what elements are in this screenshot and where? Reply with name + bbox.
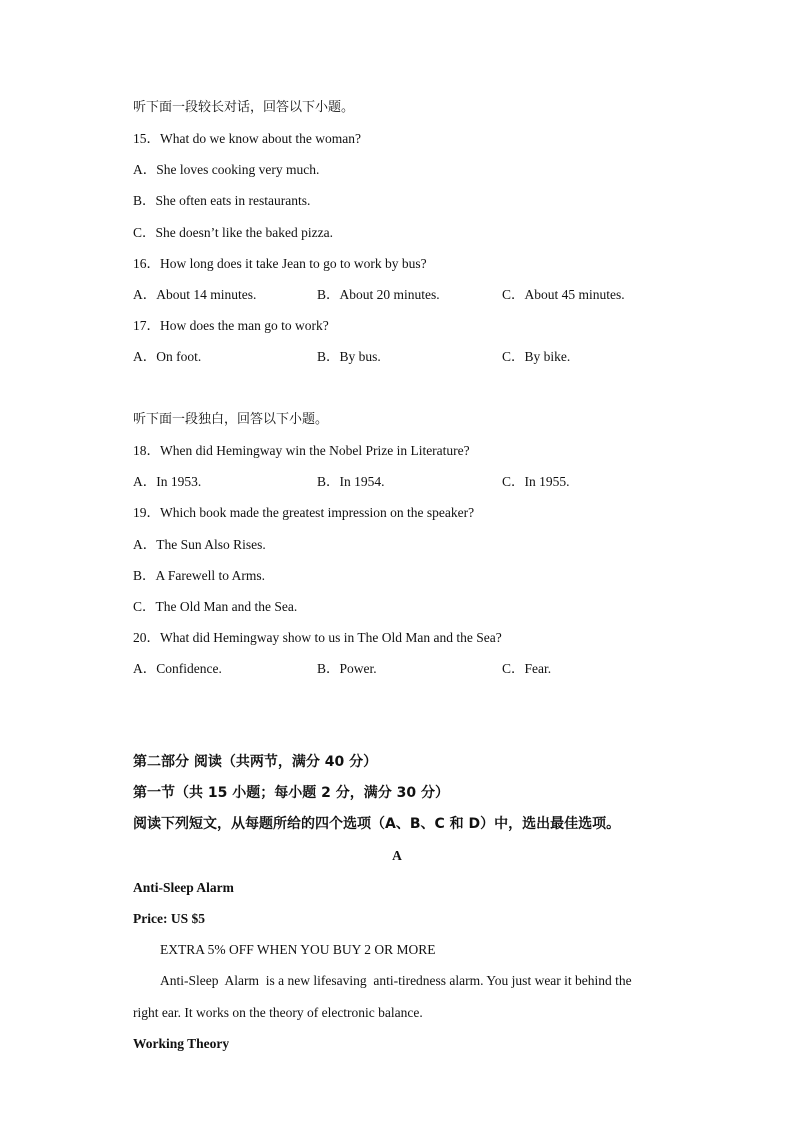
section-one-title: 第一节（共 15 小题；每小题 2 分，满分 30 分） — [133, 785, 449, 801]
question-18-option-c: C．In 1955. — [502, 474, 570, 489]
part-two-title: 第二部分 阅读（共两节，满分 40 分） — [133, 754, 378, 770]
question-18-option-a: A．In 1953. — [133, 474, 202, 489]
question-17-option-a: A．On foot. — [133, 349, 202, 364]
question-18-stem: 18．When did Hemingway win the Nobel Prize in Literature? — [133, 443, 470, 458]
passage-letter: A — [392, 848, 402, 863]
dialogue-instruction: 听下面一段较长对话，回答以下小题。 — [133, 100, 355, 115]
question-18-option-b: B．In 1954. — [317, 474, 385, 489]
question-20-option-a: A．Confidence. — [133, 661, 222, 676]
reading-instruction: 阅读下列短文，从每题所给的四个选项（A、B、C 和 D）中，选出最佳选项。 — [133, 816, 621, 832]
question-15-option-b: B．She often eats in restaurants. — [133, 193, 311, 208]
product-price: Price: US $5 — [133, 911, 205, 926]
product-title: Anti-Sleep Alarm — [133, 880, 234, 895]
working-theory-heading: Working Theory — [133, 1036, 230, 1051]
question-19-stem: 19．Which book made the greatest impression on the speaker? — [133, 505, 475, 520]
question-20-option-b: B．Power. — [317, 661, 377, 676]
question-16-stem: 16．How long does it take Jean to go to work by bus? — [133, 256, 427, 271]
question-17-option-c: C．By bike. — [502, 349, 571, 364]
monologue-instruction: 听下面一段独白，回答以下小题。 — [133, 412, 329, 427]
paragraph-1-line-2: right ear. It works on the theory of electronic balance. — [133, 1005, 423, 1020]
question-19-option-b: B．A Farewell to Arms. — [133, 568, 265, 583]
question-15-option-c: C．She doesn’t like the baked pizza. — [133, 225, 333, 240]
question-15-stem: 15．What do we know about the woman? — [133, 131, 361, 146]
question-16-option-a: A．About 14 minutes. — [133, 287, 257, 302]
discount-line: EXTRA 5% OFF WHEN YOU BUY 2 OR MORE — [160, 942, 436, 957]
question-20-option-c: C．Fear. — [502, 661, 552, 676]
question-15-option-a: A．She loves cooking very much. — [133, 162, 320, 177]
question-20-stem: 20．What did Hemingway show to us in The Old Man and the Sea? — [133, 630, 502, 645]
question-16-option-b: B．About 20 minutes. — [317, 287, 440, 302]
question-19-option-a: A．The Sun Also Rises. — [133, 537, 266, 552]
question-17-stem: 17．How does the man go to work? — [133, 318, 329, 333]
question-17-option-b: B．By bus. — [317, 349, 381, 364]
paragraph-1-line-1: Anti-Sleep Alarm is a new lifesaving anti-tiredness alarm. You just wear it behind the — [160, 973, 632, 988]
question-19-option-c: C．The Old Man and the Sea. — [133, 599, 298, 614]
question-16-option-c: C．About 45 minutes. — [502, 287, 625, 302]
